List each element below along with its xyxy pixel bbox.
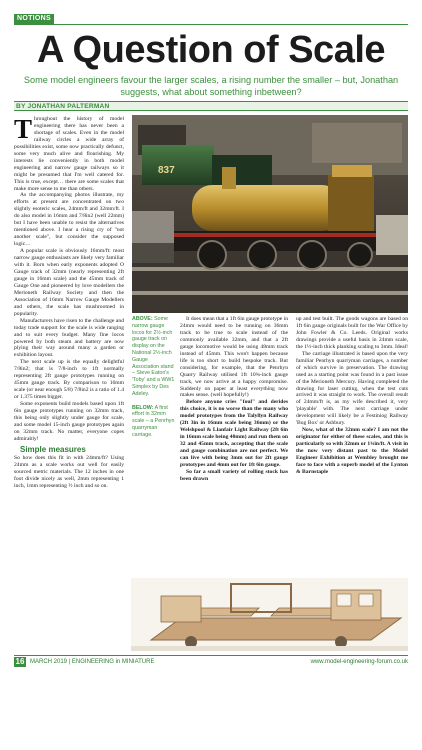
- caption-column: [132, 316, 176, 446]
- caption-label: BELOW:: [132, 404, 154, 411]
- paragraph: So far a small variety of rolling stock has been drawn: [180, 468, 288, 482]
- paragraph: A popular scale is obviously 16mm/ft: most narrow gauge enthusiasts are likely very familiar with it. Born when early exponents adopted O Gauge track of 32mm (nearly representing 2ft gauge in 16mm scale) and the 45mm track of Gauge One and pioneered by love modellers the Merioneth Railway Society and then the Association of 16mm Narrow Gauge Modellers and others, the scale has mushroomed in popularity.: [14, 248, 124, 317]
- caption-label: ABOVE:: [132, 316, 153, 322]
- byline: BY JONATHAN PALTERMAN: [16, 103, 110, 110]
- footer-website: www.model-engineering-forum.co.uk: [310, 659, 408, 665]
- article-column-3: [180, 316, 288, 548]
- caption-text: A first effort in 32mm scale – a Penrhyn quarryman carriage.: [132, 404, 175, 438]
- loco-number: 837: [158, 165, 175, 176]
- paragraph: [180, 399, 288, 469]
- drop-cap: T: [14, 116, 33, 144]
- caption-above: [132, 316, 176, 398]
- header-rule: [14, 24, 408, 25]
- headline: A Question of Scale: [36, 29, 386, 71]
- paragraph: So how does this fit in with 24mm/ft? Using 24mm as a scale works out well for easily sourced metric materials. The 12 inches in one foot divide nicely as well, 2mm representing 1 inch, 1mm representing ½ inch and so on.: [14, 454, 124, 489]
- article-column-1: [14, 116, 124, 648]
- paragraph: Manufacturers have risen to the challenge and today trade support for the scale is wide ranging and to suit every budget. Many fine locos powered by both steam and battery are now plying their way around many a garden or exhibition layout.: [14, 317, 124, 359]
- section-tag: NOTIONS: [14, 14, 54, 24]
- byline-bar: [14, 101, 408, 111]
- footer-rule: [14, 655, 408, 656]
- paragraph: Now, what of the 32mm scale? I am not the originator for either of these scales, and this is particularly so with 32mm or 1¾in/ft. A visit in the now very distant past to the Model Engineer Exhibition at Wembley brought me face to face with a superb model of the Lynton & Barnstaple: [296, 427, 408, 475]
- photo-carriage-illustration: [131, 578, 408, 651]
- photo-locomotives-illustration: [132, 115, 408, 313]
- paragraph: The next scale up is the equally delightful 7/8in2; that is 7/8-inch to 1ft normally representing 2ft gauge prototypes running on 45mm gauge track. By comparison to 16mm scale (or near enough 5/8) 7/8in2 is a ratio of 1.4 or 1.375 times bigger.: [14, 359, 124, 401]
- photo-carriage: [131, 578, 408, 651]
- paragraph-text: Before anyone cries "foul" and derides this choice, it is no worse than the many who model prototypes from the Talyllyn Railway (2ft 3in in 16mm scale being 36mm) or the Welshpool & Llanfair Light Railway (2ft 6in in 16mm scale being 40mm) and run them on 32 and 45mm track, accepting that the scale and gauge combination are not perfect. We can live with being 3mm out for 2ft gauge prototypes and 4mm out for 1ft 6in gauge.: [180, 399, 288, 469]
- page-number: 16: [15, 657, 25, 666]
- paragraph: As the accompanying photos illustrate, my efforts at present are concentrated on two slightly esoteric scales, 24mm/ft and 32mm/ft. I do also model in 16mm and 7/8in2 (well 22mm) but I have been unable to resist the alternatives mentioned above. I hear a rising cry of "not another scale", but consider the supposed logic…: [14, 192, 124, 248]
- paragraph: Some exponents build models based upon 1ft 6in gauge prototypes running on 32mm track, this being only slightly under gauge for scale, and some model 15-inch gauge prototypes again on 32mm track. No matter, everyone copes admirably!: [14, 401, 124, 442]
- caption-text: Some narrow gauge locos for 2½-inch gauge track on display on the National 2½-inch Gauge Association stand – Steve Eaton's 'Toby' and a WW1 Simplex by Des Adeley.: [132, 316, 175, 397]
- paragraph: The carriage illustrated is based upon the very familiar Penrhyn quarryman carriages, a number of which survive in preservation. The drawing used as a starting point was found in a past issue of the Merioneth Mercury. Having completed the drawing for laser cutting, when the test cuts arrived it was straight to work. The overall result of 24mm/ft is, as my wife described it, very 'playable' with. The next carriage under development will likely be a Festiniog Railway 'Bug Box' or Ashbury.: [296, 350, 408, 427]
- caption-below: [132, 405, 176, 439]
- paragraph: up and test built. The goods wagons are based on 1ft 6in gauge originals built for the War Office by John Fowler & Co. Leeds. Original works drawings provide a useful basis in 24mm scale, the 1½-inch thick planking scaling to 3mm. Ideal!: [296, 316, 408, 350]
- paragraph-text: hroughout the history of model engineering there has never been a shortage of scales. Even in the model railway circles a wide array of possibilities exist, some now practically defunct, some very much alive and flourishing. My interests lie conveniently in both model engineering and narrow gauge railways so it might be presumed that I'm well catered for. This is true, except… there are some scales that make more sense to me than others.: [14, 116, 124, 192]
- paragraph: [14, 116, 124, 192]
- paragraph: It does mean that a 1ft 6in gauge prototype in 24mm would need to be running on 36mm track to be true to scale instead of the commonly available 32mm, and that a 2ft gauge locomotive would be using 48mm track instead of 45mm. This won't happen because life is too short to build bespoke track. But considering, for example, that the Penrhyn Quarry Railway utilised 1ft 10¾-inch gauge track, we now arrive at a happy compromise. Suddenly on paper at least everything now makes sense. (well hopefully!): [180, 316, 288, 399]
- standfirst: Some model engineers favour the larger scales, a rising number the smaller – but, Jonathan suggests, what about something inbetween?: [23, 75, 399, 97]
- article-column-4: [296, 316, 408, 578]
- footer-issue: MARCH 2019 | ENGINEERING in MINIATURE: [30, 659, 155, 665]
- photo-locomotives: [132, 115, 408, 313]
- subhead: Simple measures: [20, 444, 86, 454]
